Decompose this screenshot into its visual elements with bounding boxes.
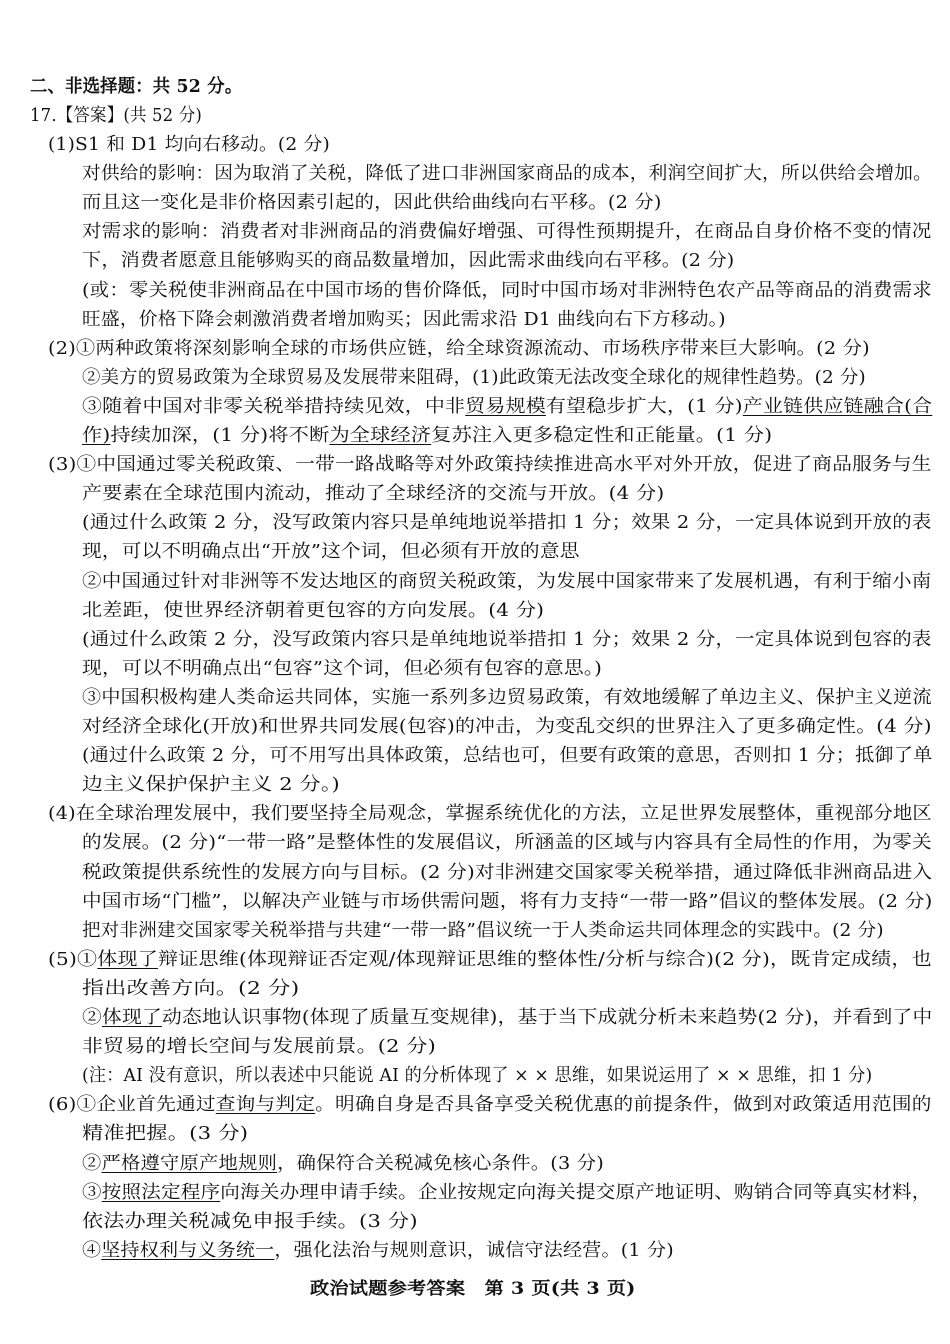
line-text-segment: 持续加深，(1 分)将不断	[110, 425, 330, 446]
underlined-keyphrase: 按照法定程序	[101, 1182, 221, 1203]
line-text-segment: 有望稳步扩大，(1 分)	[545, 396, 743, 417]
answer-line	[82, 1240, 674, 1262]
line-text-segment: ，确保符合关税减免核心条件。(3 分)	[277, 1153, 605, 1174]
line-text-segment: ③随着中国对非零关税举措持续见效，中非	[82, 396, 466, 417]
answer-line: ③中国积极构建人类命运共同体，实施一系列多边贸易政策，有效地缓解了单边主义、保护主义逆流	[82, 687, 932, 708]
answer-line: 而且这一变化是非价格因素引起的，因此供给曲线向右平移。(2 分)	[82, 192, 662, 213]
answer-line: (通过什么政策 2 分，没写政策内容只是单纯地说举措扣 1 分；效果 2 分，一定具体说到包容的表	[82, 629, 932, 650]
question-17-heading: 17.【答案】(共 52 分)	[30, 105, 203, 126]
line-text-segment: 向海关办理申请手续。企业按规定向海关提交原产地证明、购销合同等真实材料，	[220, 1182, 932, 1203]
underlined-keyphrase: 体现了	[97, 949, 158, 970]
answer-line: 产要素在全球范围内流动，推动了全球经济的交流与开放。(4 分)	[82, 483, 665, 504]
answer-line: (注：AI 没有意识，所以表述中只能说 AI 的分析体现了 × × 思维，如果说运用了 × × 思维，扣 1 分)	[82, 1065, 873, 1086]
answer-line: 税政策提供系统性的发展方向与目标。(2 分)对非洲建交国家零关税举措，通过降低非洲商品进入	[82, 862, 933, 883]
answer-line: (4)在全球治理发展中，我们要坚持全局观念，掌握系统优化的方法，立足世界发展整体，重视部分地区	[48, 803, 932, 824]
underlined-keyphrase: 查询与判定	[215, 1094, 316, 1115]
underlined-keyphrase: 作)	[82, 425, 111, 446]
answer-line: 旺盛，价格下降会刺激消费者增加购买；因此需求沿 D1 曲线向右下方移动。)	[82, 309, 726, 330]
underlined-keyphrase: 贸易规模	[465, 396, 546, 417]
answer-line: (2)①两种政策将深刻影响全球的市场供应链，给全球资源流动、市场秩序带来巨大影响。(2 分)	[48, 338, 870, 359]
answer-line: 精准把握。(3 分)	[82, 1123, 249, 1144]
answer-line: (通过什么政策 2 分，没写政策内容只是单纯地说举措扣 1 分；效果 2 分，一定具体说到开放的表	[82, 512, 932, 533]
answer-line: 现，可以不明确点出“开放”这个词，但必须有开放的意思	[82, 541, 580, 562]
answer-line	[82, 425, 772, 447]
line-text-segment: 辩证思维(体现辩证否定观/体现辩证思维的整体性/分析与综合)(2 分)，既肯定成绩，也	[157, 949, 932, 970]
answer-line: (3)①中国通过零关税政策、一带一路战略等对外政策持续推进高水平对外开放，促进了商品服务与生	[48, 454, 932, 475]
line-text-segment: (6)①企业首先通过	[48, 1094, 216, 1115]
line-text-segment: 复苏注入更多稳定性和正能量。(1 分)	[431, 425, 773, 446]
answer-line: (或：零关税使非洲商品在中国市场的售价降低，同时中国市场对非洲特色农产品等商品的消费需求	[82, 280, 932, 301]
answer-line: 对供给的影响：因为取消了关税，降低了进口非洲国家商品的成本，利润空间扩大，所以供给会增加。	[82, 163, 933, 184]
line-text-segment: ②	[82, 1007, 102, 1028]
answer-line: 中国市场“门槛”，以解决产业链与市场供需问题，将有力支持“一带一路”倡议的整体发展。(2 分)	[82, 891, 933, 912]
underlined-keyphrase: 坚持权利与义务统一	[101, 1240, 275, 1261]
line-text-segment: (5)①	[48, 949, 98, 970]
answer-line: ②美方的贸易政策为全球贸易及发展带来阻碍，(1)此政策无法改变全球化的规律性趋势。(2 分)	[82, 367, 866, 388]
answer-line	[48, 1094, 932, 1116]
underlined-keyphrase: 为全球经济	[329, 425, 432, 446]
answer-line: 指出改善方向。(2 分)	[82, 978, 300, 999]
underlined-keyphrase: 体现了	[101, 1007, 162, 1028]
section-heading: 二、非选择题：共 52 分。	[30, 76, 243, 97]
answer-line: 现，可以不明确点出“包容”这个词，但必须有包容的意思。)	[82, 658, 603, 679]
answer-line: 非贸易的增长空间与发展前景。(2 分)	[82, 1036, 437, 1057]
line-text-segment: ②	[82, 1153, 102, 1174]
underlined-keyphrase: 产业链供应链融合(合	[742, 396, 933, 417]
line-text-segment: ④	[82, 1240, 102, 1261]
answer-line: 下，消费者愿意且能够购买的商品数量增加，因此需求曲线向右平移。(2 分)	[82, 250, 735, 271]
answer-line: 北差距，使世界经济朝着更包容的方向发展。(4 分)	[82, 600, 545, 621]
answer-line: 的发展。(2 分)“一带一路”是整体性的发展倡议，所涵盖的区域与内容具有全局性的作用，为零关	[82, 832, 932, 853]
answer-line	[82, 1007, 933, 1029]
answer-line	[48, 949, 932, 971]
answer-line: 把对非洲建交国家零关税举措与共建“一带一路”倡议统一于人类命运共同体理念的实践中。(2 分)	[82, 920, 884, 941]
answer-line: 对经济全球化(开放)和世界共同发展(包容)的冲击，为变乱交织的世界注入了更多确定性。(4 分)	[82, 716, 932, 737]
answer-line: 对需求的影响：消费者对非洲商品的消费偏好增强、可得性预期提升，在商品自身价格不变的情况	[82, 221, 932, 242]
answer-line: (通过什么政策 2 分，可不用写出具体政策，总结也可，但要有政策的意思，否则扣 1 分；抵御了单	[82, 745, 933, 766]
answer-line	[82, 1153, 604, 1175]
page-footer: 政治试题参考答案 第 3 页(共 3 页)	[310, 1279, 636, 1299]
line-text-segment: ，强化法治与规则意识，诚信守法经营。(1 分)	[274, 1240, 674, 1261]
answer-line: (1)S1 和 D1 均向右移动。(2 分)	[48, 134, 330, 155]
answer-line	[82, 396, 932, 418]
line-text-segment: ③	[82, 1182, 102, 1203]
line-text-segment: 动态地认识事物(体现了质量互变规律)，基于当下成就分析未来趋势(2 分)，并看到了中	[161, 1007, 933, 1028]
underlined-keyphrase: 严格遵守原产地规则	[101, 1153, 278, 1174]
answer-line: 依法办理关税减免申报手续。(3 分)	[82, 1211, 418, 1232]
answer-line	[82, 1182, 932, 1204]
line-text-segment: 。明确自身是否具备享受关税优惠的前提条件，做到对政策适用范围的	[315, 1094, 932, 1115]
answer-line: ②中国通过针对非洲等不发达地区的商贸关税政策，为发展中国家带来了发展机遇，有利于缩小南	[82, 571, 932, 592]
answer-line: 边主义保护保护主义 2 分。)	[82, 774, 340, 795]
